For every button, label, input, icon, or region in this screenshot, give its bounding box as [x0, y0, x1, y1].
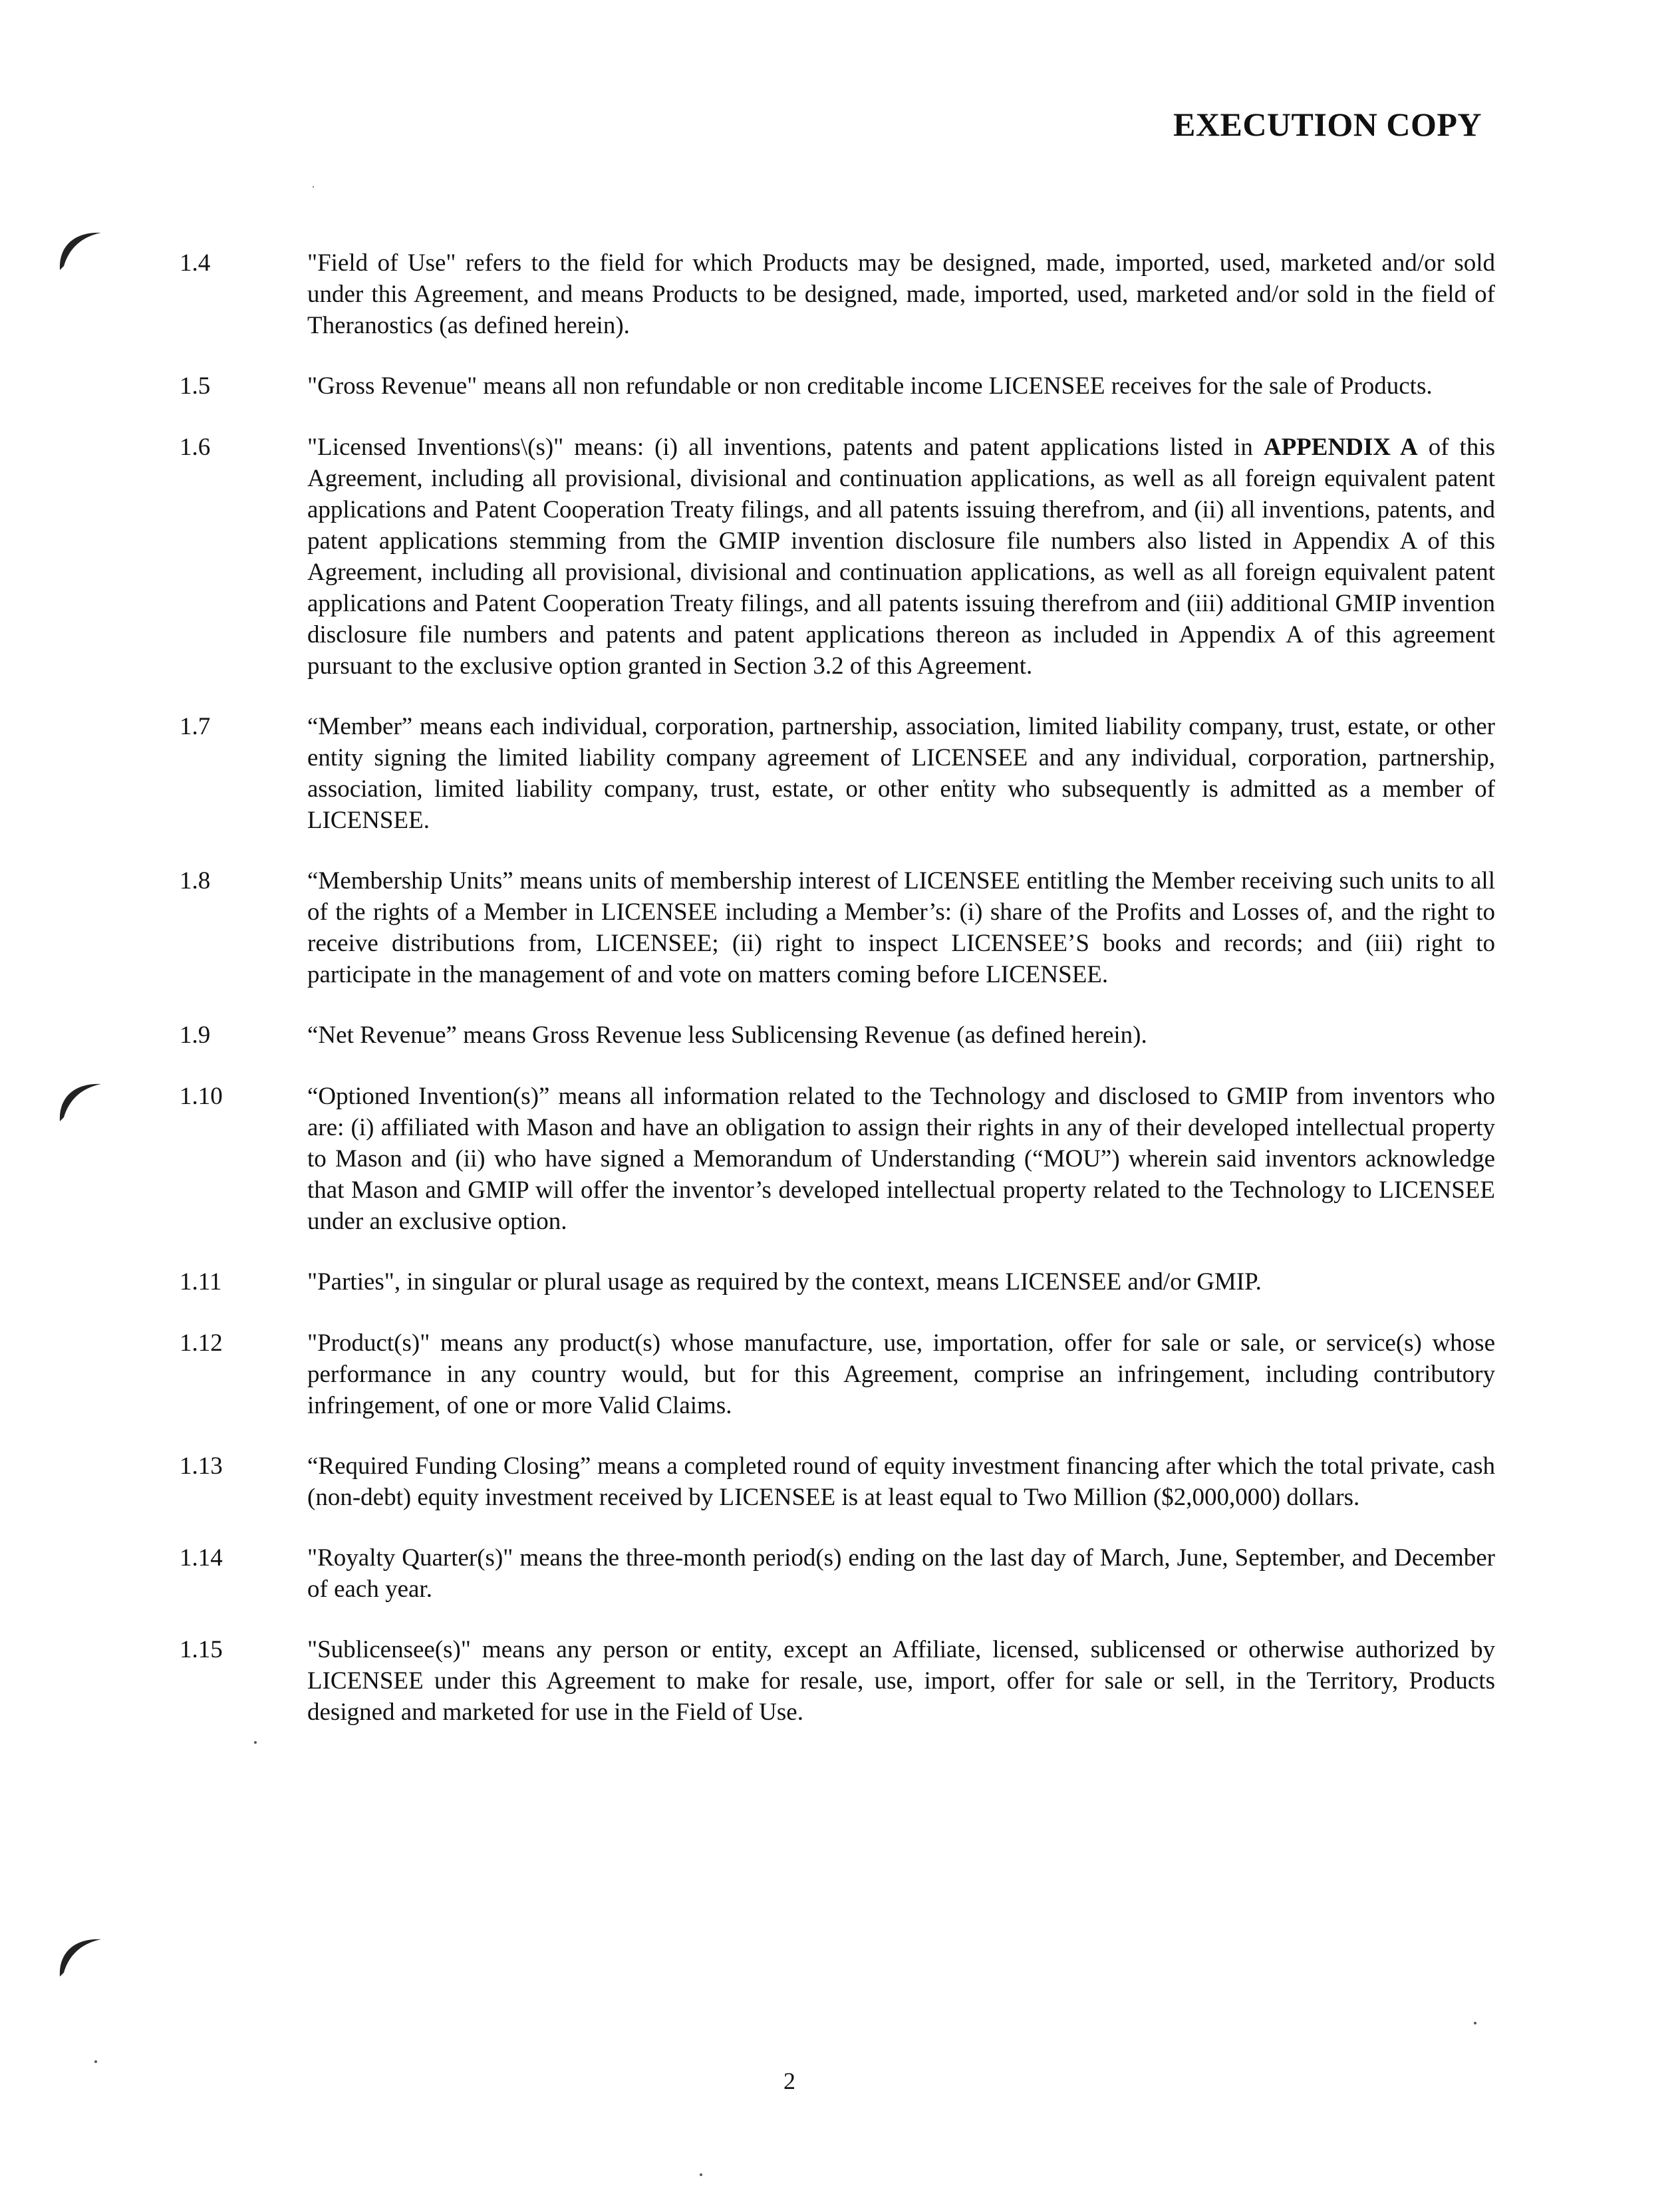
section-number: 1.5 [180, 372, 211, 400]
definition-text: "Royalty Quarter(s)" means the three-month period(s) ending on the last day of March, June, September, and December of each year. [307, 1544, 1495, 1603]
definition-text: “Membership Units” means units of membership interest of LICENSEE entitling the Member receiving such units to all of the rights of a Member in LICENSEE including a Member’s: (i) share of the Profits and Losses of, and the right to receive distributions from, LICENSEE; (ii) right to inspect LICENSEE’S books and records; and (iii) right to participate in the management of and vote on matters coming before LICENSEE. [307, 867, 1495, 988]
definition-text: "Gross Revenue" means all non refundable or non creditable income LICENSEE receives for the sale of Products. [307, 372, 1433, 400]
definitions-list [165, 247, 1495, 1757]
section-number: 1.14 [180, 1544, 223, 1572]
section-number: 1.11 [180, 1268, 222, 1296]
section-number: 1.15 [180, 1636, 223, 1663]
scan-speck [1474, 2022, 1476, 2024]
definition-item [165, 1020, 1495, 1051]
definition-text: "Sublicensee(s)" means any person or entity, except an Affiliate, licensed, sublicensed or otherwise authorized by LICENSEE under this Agreement to make for resale, use, import, offer for sale or sell, in the Territory, Products designed and marketed for use in the Field of Use. [307, 1636, 1495, 1726]
scan-speck [94, 2060, 97, 2063]
definition-item [165, 865, 1495, 990]
punch-hole-mark-middle [55, 1077, 108, 1124]
section-number: 1.8 [180, 867, 211, 895]
scan-speck [700, 2173, 702, 2176]
definition-item [165, 247, 1495, 341]
definition-text: “Optioned Invention(s)” means all information related to the Technology and disclosed to GMIP from inventors who are: (i) affiliated with Mason and have an obligation to assign their rights in any of their developed intellectual property to Mason and (ii) who have signed a Memorandum of Understanding (“MOU”) wherein said inventors acknowledge that Mason and GMIP will offer the inventor’s developed intellectual property related to the Technology to LICENSEE under an exclusive option. [307, 1083, 1495, 1235]
definition-item [165, 432, 1495, 682]
section-number: 1.10 [180, 1083, 223, 1110]
definition-text: "Product(s)" means any product(s) whose manufacture, use, importation, offer for sale or sale, or service(s) whose performance in any country would, but for this Agreement, comprise an infringement, including contributory infringement, of one or more Valid Claims. [307, 1329, 1495, 1419]
definition-text: “Required Funding Closing” means a completed round of equity investment financing after which the total private, cash (non-debt) equity investment received by LICENSEE is at least equal to Two Million ($2,000,000) dollars. [307, 1452, 1495, 1511]
definition-text: "Parties", in singular or plural usage as required by the context, means LICENSEE and/or GMIP. [307, 1268, 1262, 1296]
definition-item [165, 711, 1495, 836]
section-number: 1.12 [180, 1329, 223, 1357]
punch-hole-mark-bottom [55, 1933, 108, 1979]
execution-copy-header: EXECUTION COPY [1173, 106, 1482, 143]
section-number: 1.4 [180, 249, 211, 277]
definition-text [307, 432, 1495, 682]
definition-text: "Field of Use" refers to the field for which Products may be designed, made, imported, used, marketed and/or sold under this Agreement, and means Products to be designed, made, imported, used, marketed and/or sold in the field of Theranostics (as defined herein). [307, 249, 1495, 339]
scan-speck [313, 186, 314, 188]
definition-text-rest: of this Agreement, including all provisional, divisional and continuation applications, as well as all foreign equivalent patent applications and Patent Cooperation Treaty filings, and all patents issuing therefrom, and (ii) all inventions, patents, and patent applications stemming from the GMIP invention disclosure file numbers also listed in Appendix A of this Agreement, including all provisional, divisional and continuation applications, as well as all foreign equivalent patent applications and Patent Cooperation Treaty filings, and all patents issuing therefrom and (iii) additional GMIP invention disclosure file numbers and patents and patent applications thereon as included in Appendix A of this agreement pursuant to the exclusive option granted in Section 3.2 of this Agreement. [307, 434, 1495, 680]
punch-hole-mark-top [55, 226, 108, 273]
definition-text: “Member” means each individual, corporation, partnership, association, limited liability company, trust, estate, or other entity signing the limited liability company agreement of LICENSEE and any individual, corporation, partnership, association, limited liability company, trust, estate, or other entity who subsequently is admitted as a member of LICENSEE. [307, 713, 1495, 834]
definition-item [165, 1450, 1495, 1513]
section-number: 1.13 [180, 1452, 223, 1480]
definition-item [165, 1542, 1495, 1605]
section-number: 1.6 [180, 434, 211, 461]
section-number: 1.7 [180, 713, 211, 740]
definition-item [165, 1634, 1495, 1728]
definition-item [165, 370, 1495, 402]
section-number: 1.9 [180, 1022, 211, 1049]
definition-text-start: "Licensed Inventions\(s)" means: (i) all inventions, patents and patent applications listed in [307, 434, 1264, 461]
definition-item [165, 1081, 1495, 1237]
page-number: 2 [783, 2068, 795, 2094]
appendix-a-reference: APPENDIX A [1263, 434, 1418, 461]
definition-item [165, 1327, 1495, 1421]
definition-text: “Net Revenue” means Gross Revenue less Sublicensing Revenue (as defined herein). [307, 1022, 1147, 1049]
definition-item [165, 1266, 1495, 1298]
